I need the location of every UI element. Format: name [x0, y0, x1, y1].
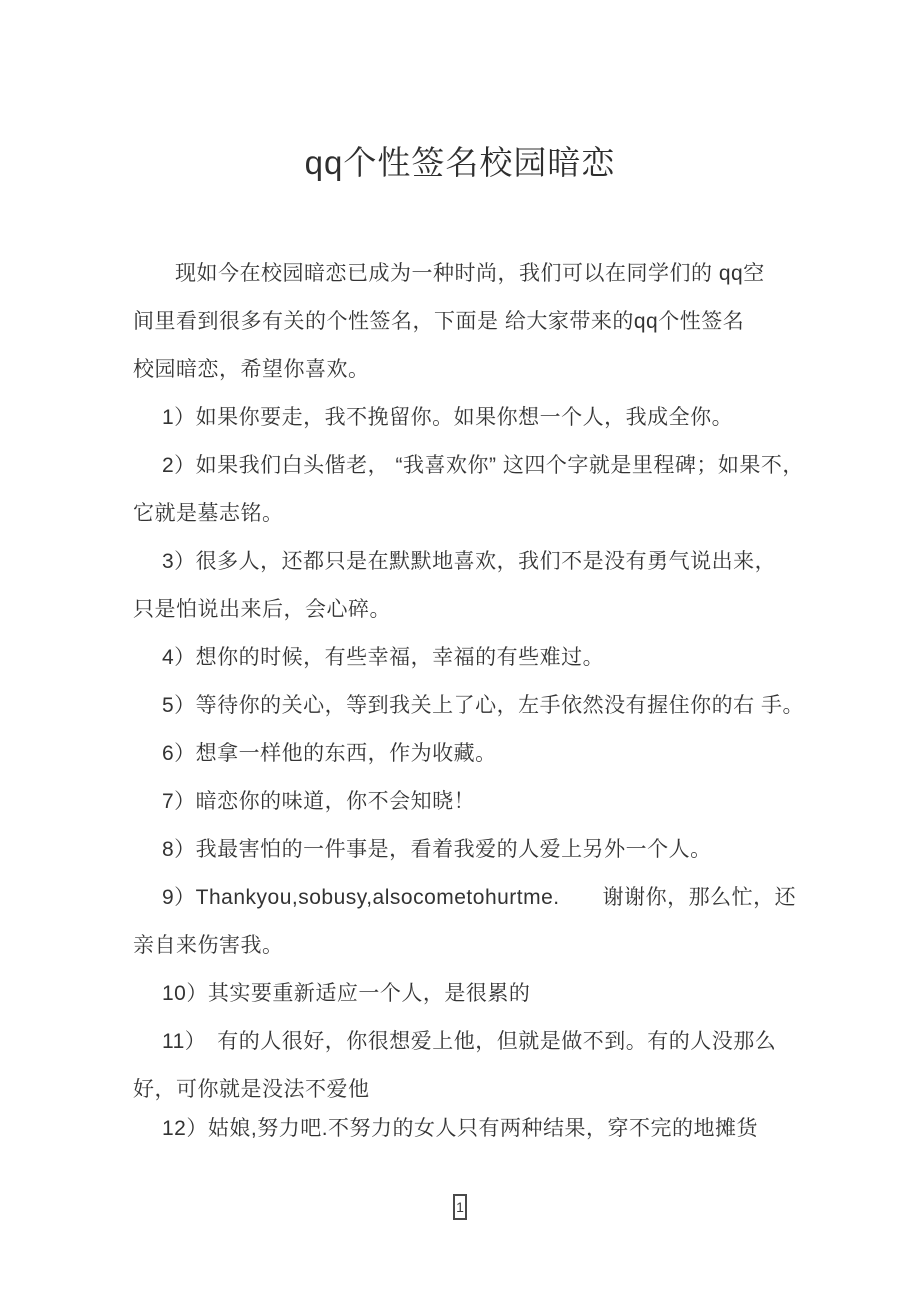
paragraph: [133, 970, 813, 1018]
text-line: 3）很多人，还都只是在默默地喜欢，我们不是没有勇气说出来，: [162, 550, 777, 573]
paragraph: [133, 874, 813, 970]
text-line: 2）如果我们白头偕老， “我喜欢你” 这四个字就是里程碑；如果不，: [162, 454, 804, 477]
text-line: 间里看到很多有关的个性签名，下面是 给大家带来的qq个性签名: [133, 310, 745, 333]
text-line: 4）想你的时候，有些幸福，幸福的有些难过。: [162, 646, 605, 669]
text-line: 8）我最害怕的一件事是，看着我爱的人爱上另外一个人。: [162, 838, 712, 861]
text-line: 7）暗恋你的味道，你不会知晓！: [162, 790, 476, 813]
paragraph: [133, 634, 813, 682]
text-line: 11） 有的人很好，你很想爱上他，但就是做不到。有的人没那么: [162, 1030, 777, 1053]
page-footer: [0, 1194, 920, 1220]
paragraph: [133, 442, 813, 538]
text-line: 12）姑娘,努力吧.不努力的女人只有两种结果，穿不完的地摊货: [162, 1117, 759, 1140]
text-line: 6）想拿一样他的东西，作为收藏。: [162, 742, 497, 765]
text-line: 5）等待你的关心，等到我关上了心，左手依然没有握住你的右 手。: [162, 694, 805, 717]
paragraph: [133, 826, 813, 874]
paragraph: [133, 1018, 813, 1114]
paragraph: [133, 250, 813, 394]
document-title: qq个性签名校园暗恋: [304, 144, 616, 181]
page-number-field: 1: [453, 1194, 467, 1220]
text-line: 10）其实要重新适应一个人，是很累的: [162, 982, 531, 1005]
paragraph: [133, 682, 813, 730]
text-line: 好，可你就是没法不爱他: [133, 1078, 370, 1101]
text-line: 现如今在校园暗恋已成为一种时尚，我们可以在同学们的 qq空: [175, 262, 765, 285]
text-line: 校园暗恋，希望你喜欢。: [133, 358, 370, 381]
text-line: 亲自来伤害我。: [133, 934, 284, 957]
paragraph: [133, 538, 813, 634]
paragraph: [133, 778, 813, 826]
text-line: 1）如果你要走，我不挽留你。如果你想一个人，我成全你。: [162, 406, 734, 429]
document-body: [133, 250, 813, 1153]
text-line: 它就是墓志铭。: [133, 502, 284, 525]
paragraph: [133, 394, 813, 442]
text-line: 只是怕说出来后，会心碎。: [133, 598, 391, 621]
paragraph: [133, 1105, 813, 1153]
text-line: 9）Thankyou,sobusy,alsocometohurtme. 谢谢你，那么忙，还: [162, 886, 797, 909]
paragraph: [133, 730, 813, 778]
